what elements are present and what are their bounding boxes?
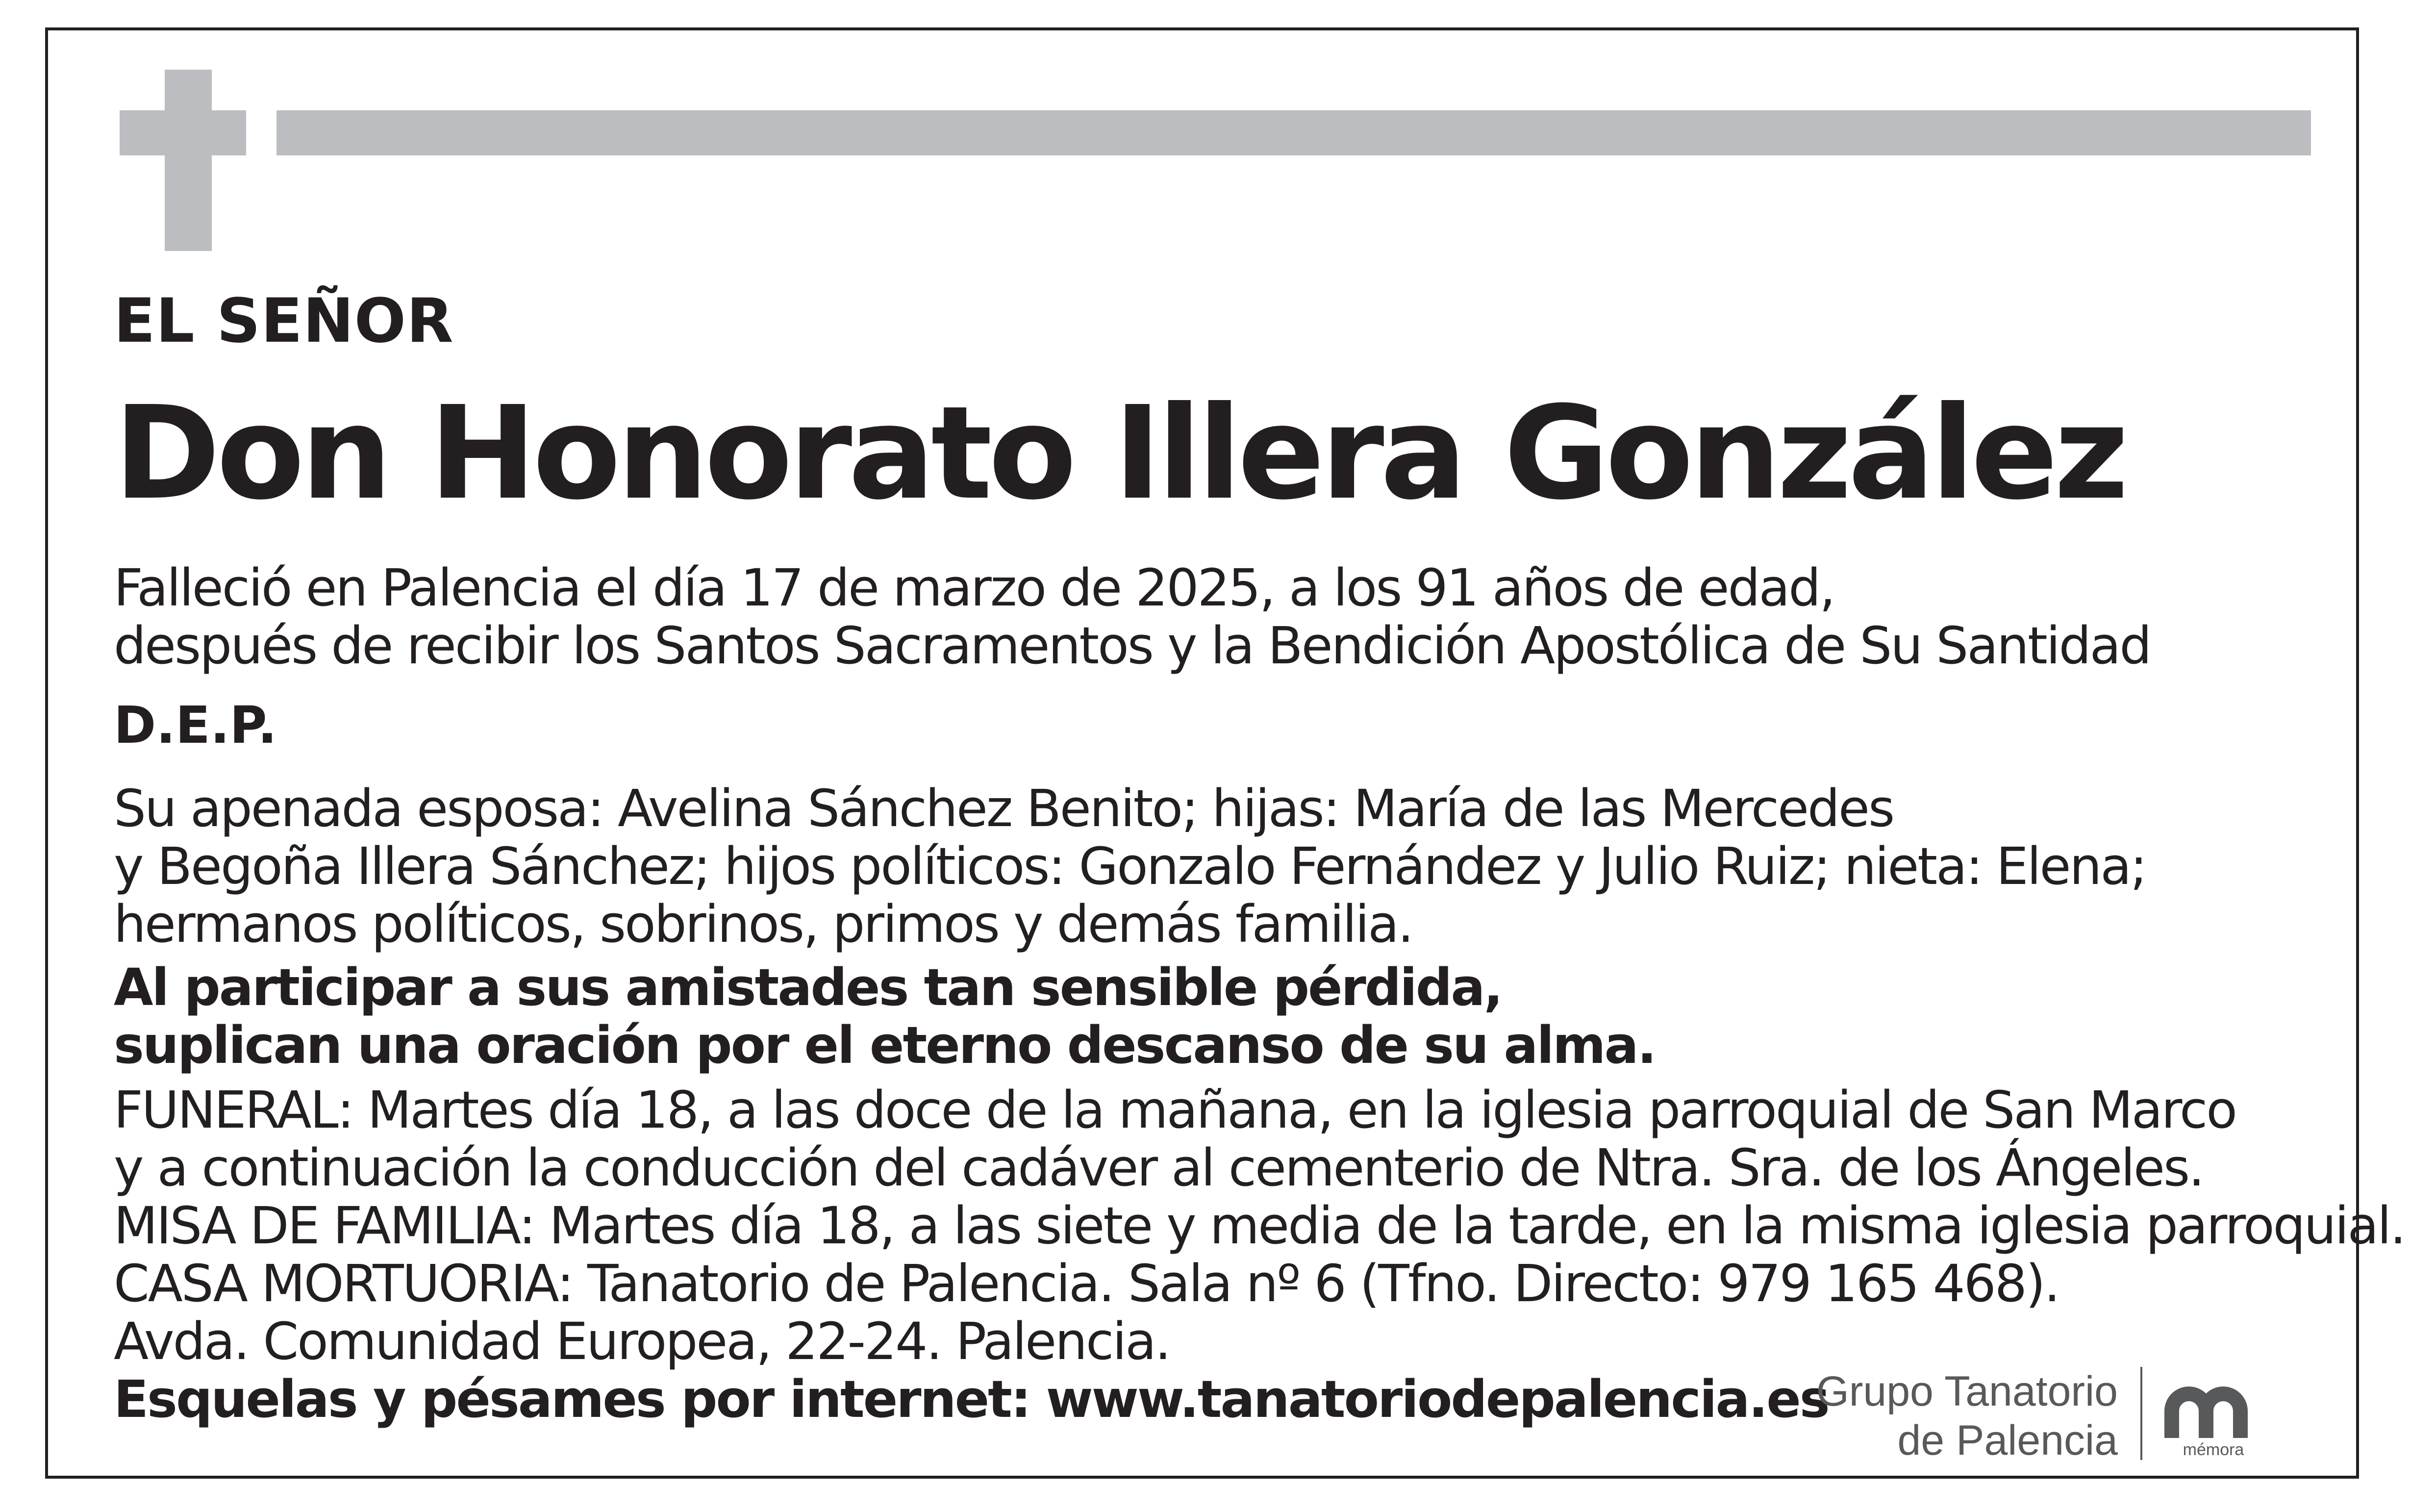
cross-icon bbox=[165, 70, 212, 251]
logo-divider bbox=[2140, 1367, 2142, 1460]
funeral-line: FUNERAL: Martes día 18, a las doce de la mañana, en la iglesia parroquial de San Marco bbox=[114, 1080, 2236, 1140]
family-line: y Begoña Illera Sánchez; hijos políticos: Gonzalo Fernández y Julio Ruiz; nieta: Elena; bbox=[114, 836, 2146, 896]
deceased-name: Don Honorato Illera González bbox=[114, 378, 2125, 528]
header-rule bbox=[276, 110, 2311, 155]
participation-line: suplican una oración por el eterno descanso de su alma. bbox=[114, 1015, 1656, 1075]
family-line: hermanos políticos, sobrinos, primos y demás familia. bbox=[114, 894, 1413, 954]
participation-message bbox=[114, 958, 1655, 1074]
family-line: Su apenada esposa: Avelina Sánchez Benito; hijas: María de las Mercedes bbox=[114, 779, 1894, 838]
funeral-line: y a continuación la conducción del cadáver al cementerio de Ntra. Sra. de los Ángeles. bbox=[114, 1138, 2204, 1198]
logo-line-1: Grupo Tanatorio bbox=[1816, 1368, 2118, 1415]
cross-icon-bar bbox=[120, 110, 246, 155]
family-list bbox=[114, 780, 2146, 953]
honorific-title: EL SEÑOR bbox=[114, 286, 454, 356]
funeral-home-logo bbox=[1780, 1367, 2270, 1470]
death-notice-line: después de recibir los Santos Sacramentos y la Bendición Apostólica de Su Santidad bbox=[114, 616, 2151, 676]
internet-link[interactable]: Esquelas y pésames por internet: www.tanatoriodepalencia.es bbox=[114, 1369, 1829, 1429]
logo-text bbox=[1816, 1367, 2118, 1465]
death-notice-line: Falleció en Palencia el día 17 de marzo de 2025, a los 91 años de edad, bbox=[114, 558, 1834, 618]
death-notice bbox=[114, 559, 2150, 675]
address-line: Avda. Comunidad Europea, 22-24. Palencia. bbox=[114, 1311, 1170, 1371]
brand-label: mémora bbox=[2183, 1440, 2244, 1459]
logo-line-2: de Palencia bbox=[1897, 1417, 2118, 1464]
mortuary-line: CASA MORTUORIA: Tanatorio de Palencia. Sala nº 6 (Tfno. Directo: 979 165 468). bbox=[114, 1254, 2059, 1313]
dep-label: D.E.P. bbox=[114, 695, 277, 755]
participation-line: Al participar a sus amistades tan sensible pérdida, bbox=[114, 958, 1502, 1017]
family-mass-line: MISA DE FAMILIA: Martes día 18, a las siete y media de la tarde, en la misma iglesia parroquial. bbox=[114, 1196, 2405, 1256]
